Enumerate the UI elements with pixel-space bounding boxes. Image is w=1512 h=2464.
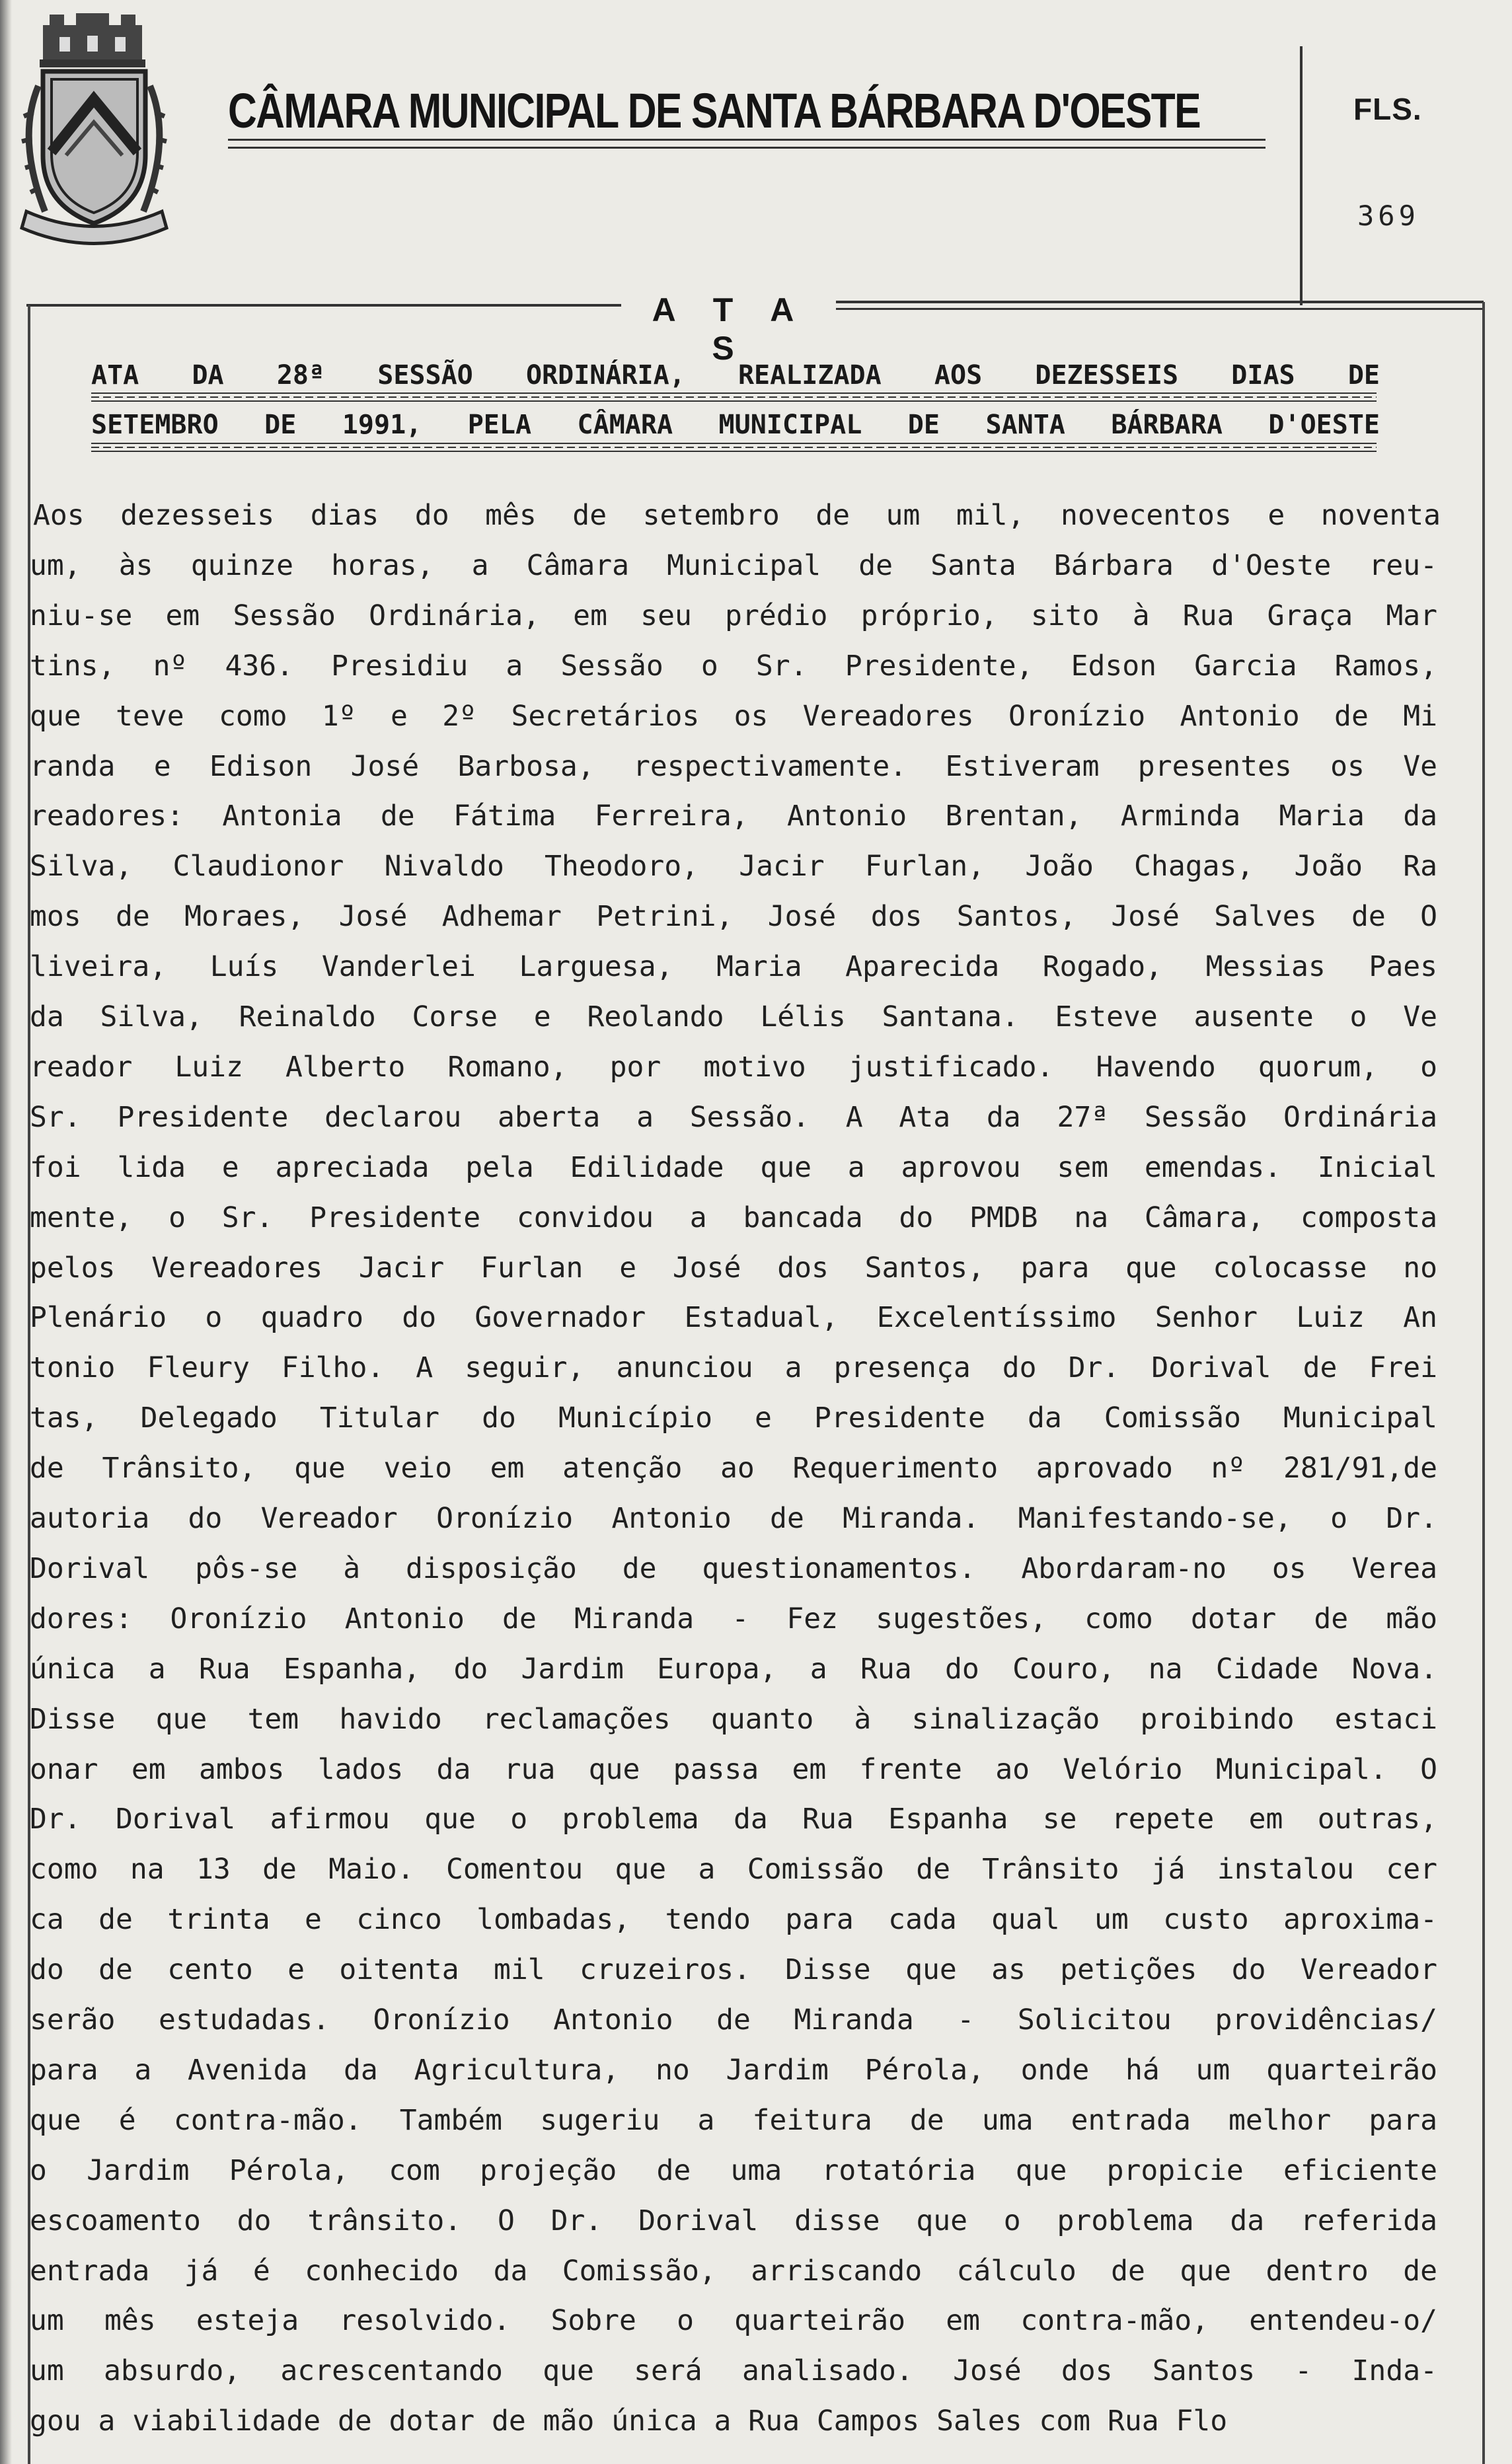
header-underline-top [228, 139, 1266, 141]
document-title-line-2: SETEMBRO DE 1991, PELA CÂMARA MUNICIPAL DE SANTA BÁRBARA D'OESTE [91, 410, 1380, 440]
municipal-coat-of-arms-icon [13, 13, 175, 248]
minutes-line: do de cento e oitenta mil cruzeiros. Disse que as petições do Vereador [30, 1953, 1437, 1987]
minutes-line: gou a viabilidade de dotar de mão única a Rua Campos Sales com Rua Flo [30, 2405, 1228, 2438]
minutes-line: um absurdo, acrescentando que será analisado. José dos Santos - Inda- [30, 2354, 1437, 2388]
frame-right-rule [1482, 302, 1485, 2464]
minutes-line: que é contra-mão. Também sugeriu a feitura de uma entrada melhor para [30, 2103, 1437, 2137]
minutes-line: onar em ambos lados da rua que passa em frente ao Velório Municipal. O [30, 1752, 1437, 1786]
page-number: 369 [1357, 200, 1419, 232]
minutes-line: que teve como 1º e 2º Secretários os Vereadores Oronízio Antonio de Mi [30, 699, 1437, 733]
minutes-line: tins, nº 436. Presidiu a Sessão o Sr. Presidente, Edson Garcia Ramos, [30, 649, 1437, 683]
title-double-rule-2 [91, 443, 1377, 452]
minutes-line: niu-se em Sessão Ordinária, em seu prédio próprio, sito à Rua Graça Mar [30, 599, 1437, 632]
minutes-line: escoamento do trânsito. O Dr. Dorival disse que o problema da referida [30, 2204, 1437, 2237]
minutes-line: Sr. Presidente declarou aberta a Sessão. A Ata da 27ª Sessão Ordinária [30, 1100, 1437, 1134]
minutes-line: serão estudadas. Oronízio Antonio de Miranda - Solicitou providências/ [30, 2003, 1437, 2036]
minutes-line: reador Luiz Alberto Romano, por motivo justificado. Havendo quorum, o [30, 1050, 1437, 1084]
minutes-line: mente, o Sr. Presidente convidou a bancada do PMDB na Câmara, composta [30, 1201, 1437, 1234]
frame-top-right-rule [836, 301, 1484, 303]
minutes-line: readores: Antonia de Fátima Ferreira, Antonio Brentan, Arminda Maria da [30, 800, 1437, 833]
header-divider [1300, 46, 1303, 305]
minutes-line: um, às quinze horas, a Câmara Municipal de Santa Bárbara d'Oeste reu- [30, 548, 1437, 582]
minutes-line: um mês esteja resolvido. Sobre o quarteirão em contra-mão, entendeu-o/ [30, 2304, 1437, 2338]
minutes-line: ca de trinta e cinco lombadas, tendo para cada qual um custo aproxima- [30, 1903, 1437, 1937]
minutes-line: Aos dezesseis dias do mês de setembro de um mil, novecentos e noventa [33, 499, 1441, 532]
minutes-line: entrada já é conhecido da Comissão, arriscando cálculo de que dentro de [30, 2254, 1437, 2288]
minutes-line: mos de Moraes, José Adhemar Petrini, José dos Santos, José Salves de O [30, 900, 1437, 934]
header-underline-bottom [228, 147, 1266, 149]
minutes-line: randa e Edison José Barbosa, respectivamente. Estiveram presentes os Ve [30, 749, 1437, 783]
minutes-line: Silva, Claudionor Nivaldo Theodoro, Jacir Furlan, João Chagas, João Ra [30, 850, 1437, 883]
minutes-line: dores: Oronízio Antonio de Miranda - Fez sugestões, como dotar de mão [30, 1602, 1437, 1635]
document-title-line-1: ATA DA 28ª SESSÃO ORDINÁRIA, REALIZADA AOS DEZESSEIS DIAS DE [91, 360, 1380, 391]
minutes-line: liveira, Luís Vanderlei Larguesa, Maria Aparecida Rogado, Messias Paes [30, 950, 1437, 984]
minutes-line: tonio Fleury Filho. A seguir, anunciou a presença do Dr. Dorival de Frei [30, 1351, 1437, 1385]
section-label: A T A S [652, 291, 809, 367]
minutes-line: pelos Vereadores Jacir Furlan e José dos Santos, para que colocasse no [30, 1251, 1437, 1285]
minutes-line: tas, Delegado Titular do Município e Presidente da Comissão Municipal [30, 1401, 1437, 1435]
frame-top-left-rule [26, 304, 621, 307]
scan-edge-shadow [0, 0, 12, 2464]
minutes-line: Dorival pôs-se à disposição de questionamentos. Abordaram-no os Verea [30, 1551, 1437, 1585]
minutes-line: foi lida e apreciada pela Edilidade que a aprovou sem emendas. Inicial [30, 1150, 1437, 1184]
minutes-line: Dr. Dorival afirmou que o problema da Rua Espanha se repete em outras, [30, 1803, 1437, 1836]
minutes-line: Plenário o quadro do Governador Estadual, Excelentíssimo Senhor Luiz An [30, 1301, 1437, 1335]
minutes-line: única a Rua Espanha, do Jardim Europa, a Rua do Couro, na Cidade Nova. [30, 1652, 1437, 1686]
minutes-line: de Trânsito, que veio em atenção ao Requerimento aprovado nº 281/91,de [30, 1452, 1437, 1485]
title-double-rule-1 [91, 392, 1377, 402]
folio-label: FLS. [1353, 92, 1422, 126]
minutes-line: da Silva, Reinaldo Corse e Reolando Lélis Santana. Esteve ausente o Ve [30, 1000, 1437, 1033]
minutes-line: como na 13 de Maio. Comentou que a Comissão de Trânsito já instalou cer [30, 1853, 1437, 1886]
chamber-name-header: CÂMARA MUNICIPAL DE SANTA BÁRBARA D'OESTE [228, 83, 1200, 138]
minutes-line: para a Avenida da Agricultura, no Jardim Pérola, onde há um quarteirão [30, 2053, 1437, 2087]
minutes-line: o Jardim Pérola, com projeção de uma rotatória que propicie eficiente [30, 2153, 1437, 2187]
frame-top-right-rule-2 [836, 308, 1484, 310]
minutes-line: autoria do Vereador Oronízio Antonio de Miranda. Manifestando-se, o Dr. [30, 1502, 1437, 1535]
minutes-line: Disse que tem havido reclamações quanto à sinalização proibindo estaci [30, 1702, 1437, 1736]
